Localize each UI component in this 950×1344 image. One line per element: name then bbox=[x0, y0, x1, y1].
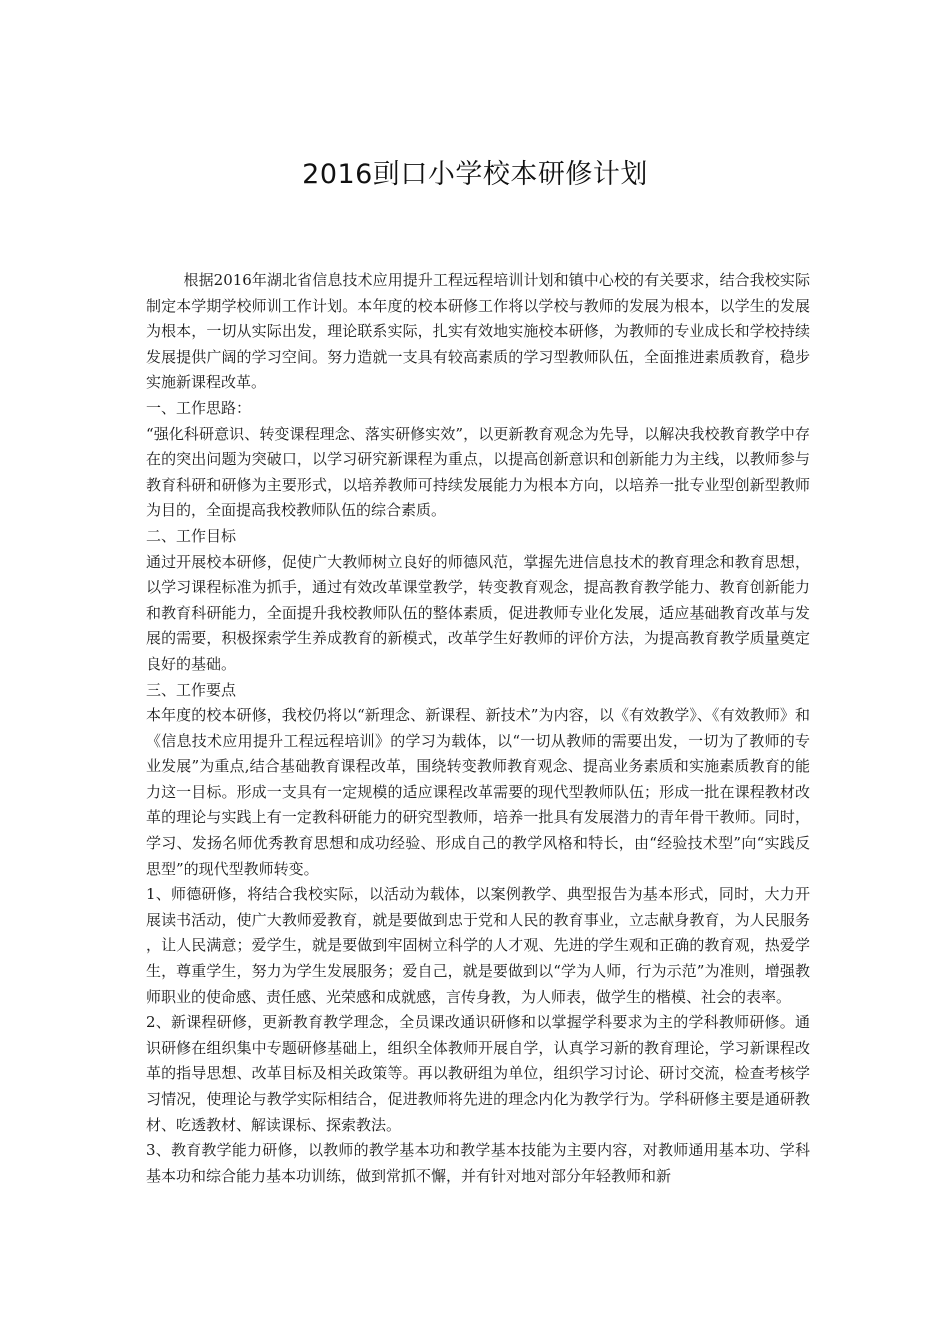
document-body bbox=[146, 268, 810, 1189]
list-item-new-curriculum-training: 2、新课程研修，更新教育教学理念，全员课改通识研修和以掌握学科要求为主的学科教师研修。通识研修在组织集中专题研修基础上，组织全体教师开展自学，认真学习新的教育理论，学习新课程改革的指导思想、改革目标及相关政策等。再以教研组为单位，组织学习讨论、研讨交流，检查考核学习情况，使理论与教学实际相结合，促进教师将先进的理念内化为教学行为。学科研修主要是通研教材、吃透教材、解读课标、探索教法。 bbox=[146, 1013, 810, 1134]
intro-paragraph: 根据2016年湖北省信息技术应用提升工程远程培训计划和镇中心校的有关要求，结合我校实际制定本学期学校师训工作计划。本年度的校本研修工作将以学校与教师的发展为根本，以学生的发展为根本，一切从实际出发，理论联系实际，扎实有效地实施校本研修，为教师的专业成长和学校持续发展提供广阔的学习空间。努力造就一支具有较高素质的学习型教师队伍，全面推进素质教育，稳步实施新课程改革。 bbox=[146, 271, 810, 392]
section-body-work-points: 本年度的校本研修，我校仍将以“新理念、新课程、新技术”为内容，以《有效教学》、《有效教师》和《信息技术应用提升工程远程培训》的学习为载体，以“一切从教师的需要出发，一切为了教师的专业发展”为重点,结合基础教育课程改革，围绕转变教师教育观念、提高业务素质和实施素质教育的能力这一目标。形成一支具有一定规模的适应课程改革需要的现代型教师队伍；形成一批在课程教材改革的理论与实践上有一定教科研能力的研究型教师，培养一批具有发展潜力的青年骨干教师。同时，学习、发扬名师优秀教育思想和成功经验、形成自己的教学风格和特长，由“经验技术型”向“实践反思型”的现代型教师转变。 bbox=[146, 706, 810, 878]
section-heading-work-points: 三、工作要点 bbox=[146, 680, 237, 699]
section-heading-work-goals: 二、工作目标 bbox=[146, 526, 237, 545]
list-item-teaching-ability-training: 3、教育教学能力研修，以教师的教学基本功和教学基本技能为主要内容，对教师通用基本功、学科基本功和综合能力基本功训练，做到常抓不懈，并有针对地对部分年轻教师和新 bbox=[146, 1141, 810, 1185]
section-body-work-ideas: “强化科研意识、转变课程理念、落实研修实效”，以更新教育观念为先导，以解决我校教育教学中存在的突出问题为突破口，以学习研究新课程为重点，以提高创新意识和创新能力为主线，以教师参与教育科研和研修为主要形式，以培养教师可持续发展能力为根本方向，以培养一批专业型创新型教师为目的，全面提高我校教师队伍的综合素质。 bbox=[146, 424, 810, 520]
list-item-ethics-training: 1、师德研修，将结合我校实际，以活动为载体，以案例教学、典型报告为基本形式，同时，大力开展读书活动，使广大教师爱教育，就是要做到忠于党和人民的教育事业，立志献身教育，为人民服务，让人民满意；爱学生，就是要做到牢固树立科学的人才观、先进的学生观和正确的教育观，热爱学生，尊重学生，努力为学生发展服务；爱自己，就是要做到以“学为人师，行为示范”为准则，增强教师职业的使命感、责任感、光荣感和成就感，言传身教，为人师表，做学生的楷模、社会的表率。 bbox=[146, 885, 810, 1006]
section-body-work-goals: 通过开展校本研修，促使广大教师树立良好的师德风范，掌握先进信息技术的教育理念和教育思想，以学习课程标准为抓手，通过有效改革课堂教学，转变教育观念，提高教育教学能力、教育创新能力和教育科研能力，全面提升我校教师队伍的整体素质，促进教师专业化发展，适应基础教育改革与发展的需要，积极探索学生养成教育的新模式，改革学生好教师的评价方法，为提高教育教学质量奠定良好的基础。 bbox=[146, 552, 810, 673]
section-heading-work-ideas: 一、工作思路： bbox=[146, 398, 252, 417]
document-title: 2016刯口小学校本研修计划 bbox=[302, 159, 648, 190]
